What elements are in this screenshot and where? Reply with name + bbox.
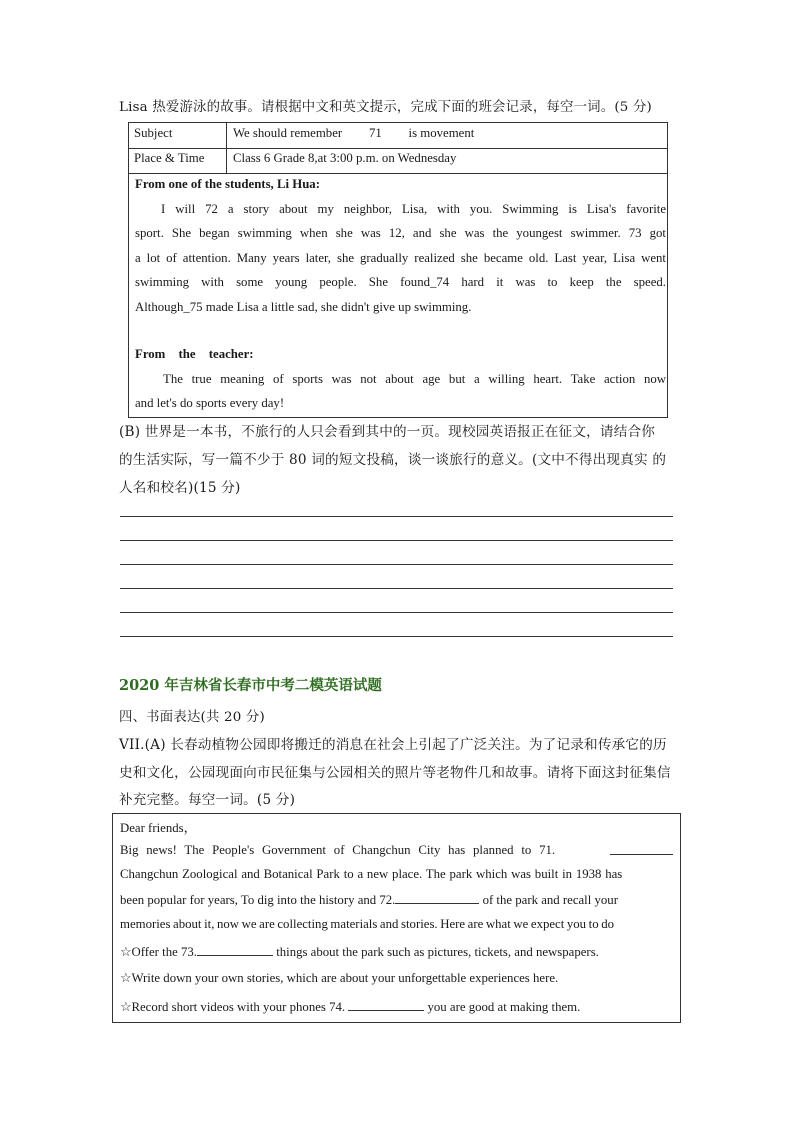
section-subtitle: 四、书面表达(共 20 分)	[119, 710, 265, 725]
writing-line	[120, 636, 673, 637]
letter-line-6: ☆Write down your own stories, which are about your unforgettable experiences here.	[120, 971, 559, 985]
letter-text: been popular for years, To dig into the history and 72.	[120, 893, 396, 907]
letter-line-4: memories about it, now we are collecting materials and stories. Here are what we expect you to do	[120, 917, 615, 931]
subject-text-b: is movement	[408, 126, 475, 140]
blank-71-line	[610, 843, 673, 855]
letter-text: you are good at making them.	[427, 1000, 581, 1014]
blank-73-line	[197, 944, 273, 956]
writing-line	[120, 564, 673, 565]
letter-text: of the park and recall your	[482, 893, 618, 907]
blank-71: 71	[368, 126, 382, 140]
teacher-line: and let's do sports every day!	[135, 396, 285, 410]
letter-text: things about the park such as pictures, tickets, and newspapers.	[276, 945, 599, 959]
student-heading: From one of the students, Li Hua:	[135, 177, 320, 191]
exam-title: 2020 年吉林省长春市中考二模英语试题	[119, 677, 382, 694]
letter-line-2: Changchun Zoological and Botanical Park to a new place. The park which was built in 1938 has	[120, 867, 623, 881]
letter-line-1	[120, 843, 673, 858]
table-column-divider	[226, 123, 227, 173]
student-line: sport. She began swimming when she was 12, and she was the youngest swimmer. 73 got	[135, 226, 666, 240]
teacher-line: The true meaning of sports was not about age but a willing heart. Take action now	[163, 371, 666, 386]
vii-line1: VII.(A) 长春动植物公园即将搬迁的消息在社会上引起了广泛关注。为了记录和传承它的历	[119, 737, 667, 753]
teacher-section	[135, 342, 666, 416]
intro-instruction: Lisa 热爱游泳的故事。请根据中文和英文提示，完成下面的班会记录，每空一词。(5 分)	[119, 100, 652, 115]
letter-box	[112, 813, 681, 1023]
vii-line3: 补充完整。每空一词。(5 分)	[119, 792, 296, 808]
writing-line	[120, 612, 673, 613]
letter-greeting: Dear friends，	[120, 821, 197, 835]
letter-line-7	[120, 999, 673, 1015]
letter-text: ☆Offer the 73.	[120, 945, 197, 959]
class-meeting-record-table	[128, 122, 668, 418]
student-section	[135, 172, 666, 319]
student-line: swimming with some young people. She found_74 hard it was to keep the speed.	[135, 275, 666, 289]
student-line: I will 72 a story about my neighbor, Lisa, with you. Swimming is Lisa's favorite	[161, 201, 666, 216]
subject-label: Subject	[134, 126, 173, 140]
writing-line	[120, 588, 673, 589]
blank-72-line	[395, 892, 479, 904]
place-time-label: Place & Time	[134, 151, 205, 165]
letter-text: Big news! The People's Government of Changchun City has planned to 71.	[120, 843, 556, 857]
writing-line	[120, 516, 673, 517]
student-line: a lot of attention. Many years later, she gradually realized she became old. Last year, Lisa went	[135, 250, 666, 265]
blank-74-line	[348, 999, 424, 1011]
vii-line2: 史和文化，公园现面向市民征集与公园相关的照片等老物件几和故事。请将下面这封征集信	[119, 765, 671, 781]
part-b-line3: 人名和校名)(15 分)	[119, 480, 241, 496]
letter-line-3	[120, 892, 673, 908]
place-time-value: Class 6 Grade 8,at 3:00 p.m. on Wednesday	[233, 151, 457, 165]
part-b-line2: 的生活实际，写一篇不少于 80 词的短文投稿，谈一谈旅行的意义。(文中不得出现真实 的	[119, 452, 667, 468]
letter-text: ☆Record short videos with your phones 74.	[120, 1000, 346, 1014]
teacher-heading: From the teacher:	[135, 347, 254, 361]
subject-value	[233, 126, 474, 141]
letter-line-5	[120, 944, 673, 960]
subject-text-a: We should remember	[233, 126, 343, 140]
part-b-line1: (B) 世界是一本书，不旅行的人只会看到其中的一页。现校园英语报正在征文，请结合你	[119, 424, 656, 440]
student-line: Although_75 made Lisa a little sad, she didn't give up swimming.	[135, 299, 472, 314]
table-divider	[129, 148, 667, 149]
writing-line	[120, 540, 673, 541]
